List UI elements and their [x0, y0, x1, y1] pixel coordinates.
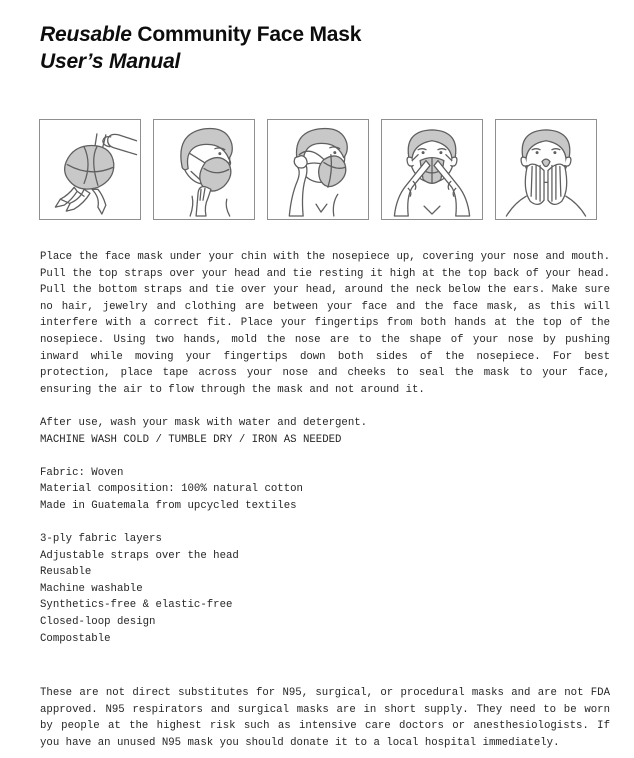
mold-nosepiece-illustration [382, 120, 482, 219]
features-list [40, 531, 610, 647]
figure-step-3 [267, 119, 369, 220]
care-instructions [40, 415, 610, 448]
care-line: After use, wash your mask with water and detergent. [40, 416, 368, 429]
material-item: Made in Guatemala from upcycled textiles [40, 499, 297, 512]
feature-item: Compostable [40, 632, 111, 645]
tie-straps-illustration [268, 120, 368, 219]
figure-step-1 [39, 119, 141, 220]
feature-item: Adjustable straps over the head [40, 549, 239, 562]
materials-list [40, 465, 610, 515]
feature-item: 3-ply fabric layers [40, 533, 162, 546]
figure-step-4 [381, 119, 483, 220]
page-title [0, 0, 634, 75]
disclaimer-paragraph: These are not direct substitutes for N95, surgical, or procedural masks and are not FDA approved. N95 respirators and surgical masks are in short supply. They need to be worn by people at the highest risk such as intensive care doctors or anesthesiologists. If you have an unused N95 mask you should donate it to a local hospital immediately. [40, 687, 610, 750]
material-item: Material composition: 100% natural cotton [40, 483, 303, 496]
title-line-2: User’s Manual [40, 50, 181, 73]
figure-step-2 [153, 119, 255, 220]
title-rest: Community Face Mask [131, 23, 362, 46]
wash-symbols-line: MACHINE WASH COLD / TUMBLE DRY / IRON AS NEEDED [40, 433, 342, 446]
instruction-figures-row [39, 119, 634, 220]
unfold-mask-illustration [40, 120, 140, 219]
instructions-paragraph: Place the face mask under your chin with the nosepiece up, covering your nose and mouth. Pull the top straps over your head and tie resting it high at the top back of your head. Pull the bottom straps and tie over your head, around the neck below the ears. Make sure no hair, jewelry and clothing are between your face and the face mask, as this will interfere with a correct fit. Place your fingertips from both hands at the top of the nosepiece. Using two hands, mold the nose are to the shape of your nose by pushing inward while moving your fingertips down both sides of the nosepiece. For best protection, place tape across your nose and cheeks to seal the mask to your face, ensuring the air to flow through the mask and not around it. [40, 251, 610, 396]
feature-item: Closed-loop design [40, 616, 156, 629]
feature-item: Reusable [40, 566, 92, 579]
place-mask-illustration [154, 120, 254, 219]
feature-item: Machine washable [40, 582, 143, 595]
press-mask-illustration [496, 120, 596, 219]
document-body [40, 249, 610, 752]
title-emphasis: Reusable [40, 23, 132, 46]
material-item: Fabric: Woven [40, 466, 124, 479]
figure-step-5 [495, 119, 597, 220]
feature-item: Synthetics-free & elastic-free [40, 599, 233, 612]
title-line-1 [40, 23, 361, 46]
